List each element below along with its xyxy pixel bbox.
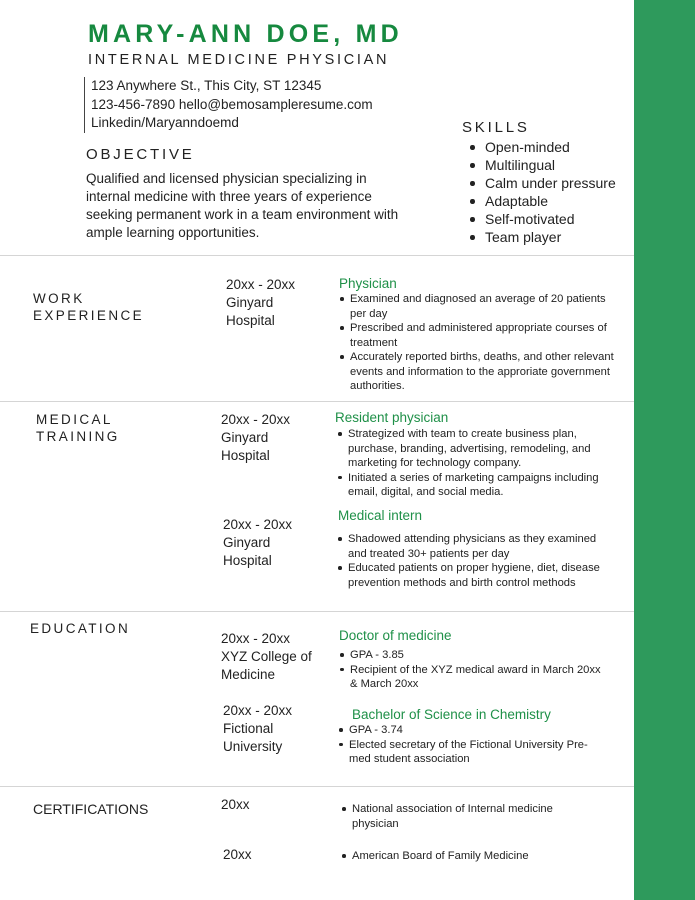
education-date-place (223, 702, 292, 756)
heading-line: TRAINING (36, 429, 120, 444)
role-title: Doctor of medicine (339, 628, 452, 643)
medical-training-heading (36, 411, 120, 445)
place: University (223, 739, 283, 754)
date: 20xx - 20xx (223, 703, 293, 718)
bullet: GPA - 3.85 (339, 648, 604, 663)
skill-item: Team player (470, 228, 616, 246)
section-divider (0, 255, 634, 256)
bullet: Recipient of the XYZ medical award in March 20xx & March 20xx (339, 663, 604, 692)
work-experience-heading (33, 290, 144, 324)
section-divider (0, 611, 634, 612)
training-bullets (337, 427, 619, 500)
skills-list (470, 138, 616, 246)
role-title: Medical intern (338, 508, 423, 523)
bullet: Accurately reported births, deaths, and other relevant events and information to the approriate government authorities. (339, 350, 614, 394)
bullet: Educated patients on proper hygiene, diet, disease prevention methods and birth control methods (337, 561, 607, 590)
candidate-name: MARY-ANN DOE, MD (88, 20, 403, 48)
cert-date: 20xx (223, 847, 252, 862)
address: 123 Anywhere St., This City, ST 12345 (91, 78, 322, 93)
bullet: Shadowed attending physicians as they examined and treated 30+ patients per day (337, 532, 607, 561)
section-divider (0, 401, 634, 402)
side-accent-bar (634, 0, 695, 900)
place: Hospital (223, 553, 272, 568)
phone-email: 123-456-7890 hello@bemosampleresume.com (91, 96, 373, 112)
place: Ginyard (226, 295, 274, 310)
bullet: Elected secretary of the Fictional University Pre-med student association (338, 738, 603, 767)
heading-line: MEDICAL (36, 412, 113, 427)
contact-block (84, 77, 373, 133)
training-date-place (221, 411, 290, 465)
heading-line: WORK (33, 291, 85, 306)
certifications-heading: CERTIFICATIONS (33, 801, 149, 817)
objective-heading: OBJECTIVE (86, 146, 195, 163)
cert-bullets (341, 802, 581, 831)
bullet: GPA - 3.74 (338, 723, 603, 738)
linkedin: Linkedin/Maryanndoemd (91, 115, 239, 130)
place: Ginyard (223, 535, 271, 550)
education-date-place (221, 630, 312, 684)
bullet: Initiated a series of marketing campaigns including email, digital, and social media. (337, 471, 619, 500)
place: Hospital (226, 313, 275, 328)
role-title: Resident physician (335, 410, 449, 425)
date: 20xx - 20xx (223, 517, 293, 532)
bullet: American Board of Family Medicine (341, 849, 581, 864)
bullet: National association of Internal medicine physician (341, 802, 581, 831)
role-title: Physician (339, 276, 397, 291)
work-bullets (339, 292, 614, 394)
place: Ginyard (221, 430, 269, 445)
training-bullets (337, 532, 607, 590)
bullet: Strategized with team to create business plan, purchase, branding, advertising, remodeling, and marketing for technology company. (337, 427, 619, 471)
skills-heading: SKILLS (462, 119, 530, 136)
education-bullets (338, 723, 603, 767)
place: XYZ College of (221, 649, 312, 664)
skill-item: Calm under pressure (470, 174, 616, 192)
objective-text: Qualified and licensed physician specializing in internal medicine with three years of experience seeking permanent work in a team environment with ample learning opportunities. (86, 171, 399, 240)
cert-bullets (341, 849, 581, 864)
date: 20xx - 20xx (221, 412, 291, 427)
skill-item: Open-minded (470, 138, 616, 156)
skill-item: Self-motivated (470, 210, 616, 228)
place: Fictional (223, 721, 274, 736)
cert-date: 20xx (221, 797, 250, 812)
role-title: Bachelor of Science in Chemistry (352, 707, 551, 722)
skill-item: Multilingual (470, 156, 616, 174)
date: 20xx - 20xx (226, 277, 296, 292)
work-date-place (226, 276, 295, 330)
education-heading: EDUCATION (30, 621, 131, 636)
education-bullets (339, 648, 604, 692)
training-date-place (223, 516, 292, 570)
heading-line: EXPERIENCE (33, 308, 145, 323)
bullet: Examined and diagnosed an average of 20 patients per day (339, 292, 614, 321)
bullet: Prescribed and administered appropriate courses of treatment (339, 321, 614, 350)
skill-item: Adaptable (470, 192, 616, 210)
job-title: INTERNAL MEDICINE PHYSICIAN (88, 52, 390, 68)
section-divider (0, 786, 634, 787)
place: Hospital (221, 448, 270, 463)
date: 20xx - 20xx (221, 631, 291, 646)
place: Medicine (221, 667, 276, 682)
